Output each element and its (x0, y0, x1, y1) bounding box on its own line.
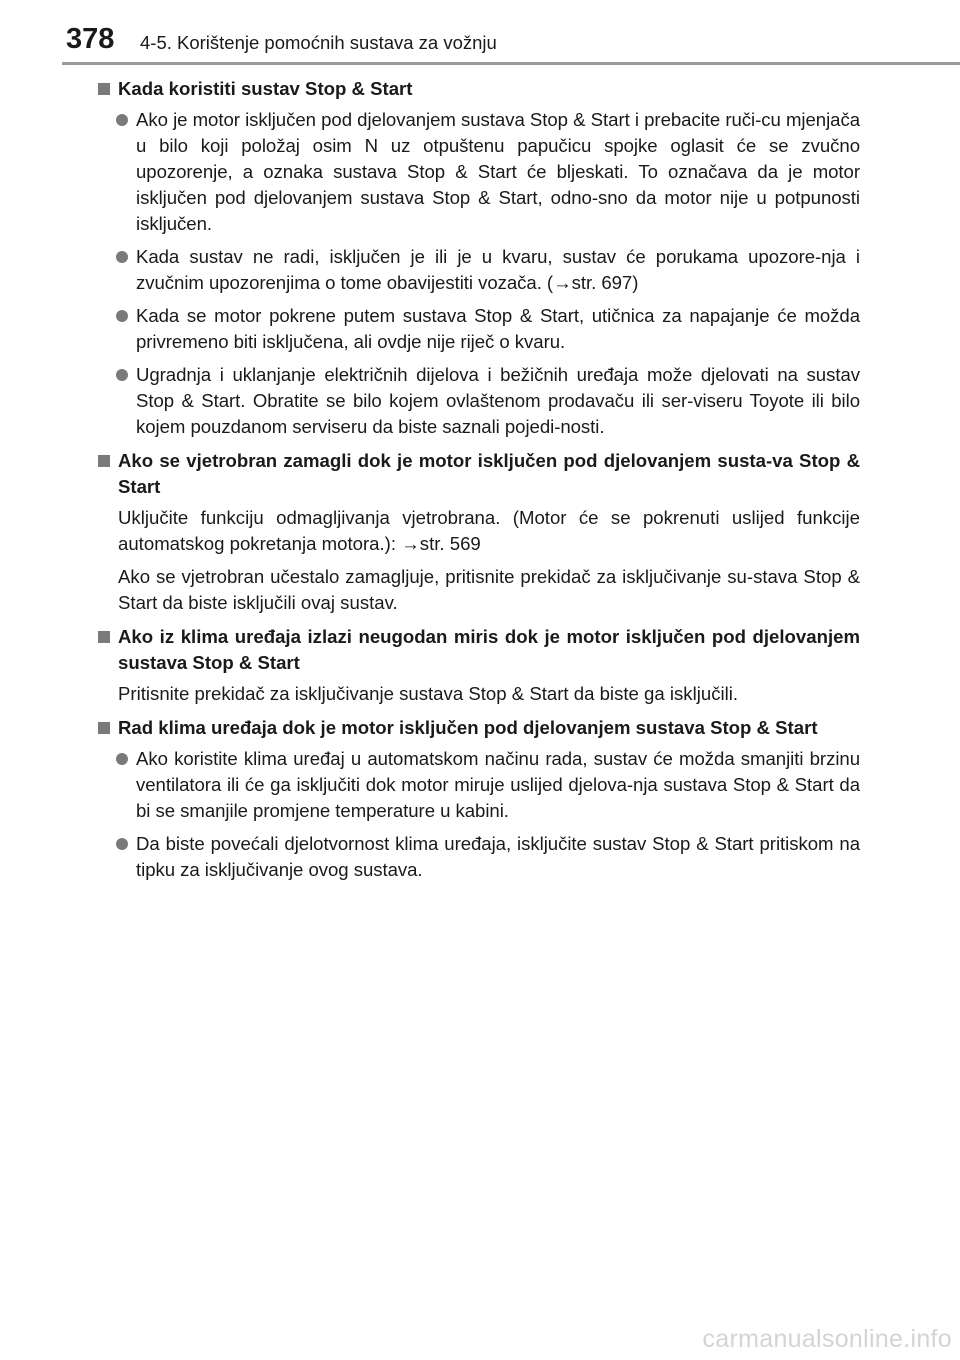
section-when-to-use (98, 76, 860, 440)
section-heading-text: Rad klima uređaja dok je motor isključen pod djelovanjem sustava Stop & Start (118, 717, 818, 738)
paragraph: Pritisnite prekidač za isključivanje sustava Stop & Start da biste ga isključili. (118, 683, 739, 704)
list-item-text: Kada sustav ne radi, isključen je ili je u kvaru, sustav će porukama upozore-nja i zvučnim upozorenjima o tome obavijestiti vozača. (→str. 697) (136, 246, 860, 293)
list-item-text: Da biste povećali djelotvornost klima uređaja, isključite sustav Stop & Start pritiskom na tipku za isključivanje ovog sustava. (136, 833, 860, 880)
square-bullet-icon (98, 631, 110, 643)
section-ac-operation (98, 715, 860, 883)
section-windshield-fog (98, 448, 860, 616)
list-item (98, 303, 860, 355)
round-bullet-icon (116, 753, 128, 765)
section-heading-text: Kada koristiti sustav Stop & Start (118, 78, 413, 99)
list-item (98, 107, 860, 237)
list-item (98, 831, 860, 883)
list-item (98, 244, 860, 296)
chapter-title: 4-5. Korištenje pomoćnih sustava za vožnju (140, 32, 497, 53)
round-bullet-icon (116, 310, 128, 322)
round-bullet-icon (116, 838, 128, 850)
square-bullet-icon (98, 455, 110, 467)
list-item-text: Kada se motor pokrene putem sustava Stop & Start, utičnica za napajanje će možda privremeno biti isključena, ali ovdje nije riječ o kvaru. (136, 305, 860, 352)
round-bullet-icon (116, 114, 128, 126)
section-heading (98, 624, 860, 676)
section-heading (98, 76, 860, 102)
round-bullet-icon (116, 251, 128, 263)
section-heading (98, 715, 860, 741)
paragraph: Uključite funkciju odmagljivanja vjetrobrana. (Motor će se pokrenuti uslijed funkcije automatskog pokretanja motora.): →str. 569 (118, 507, 860, 554)
watermark: carmanualsonline.info (702, 1325, 952, 1353)
paragraph: Ako se vjetrobran učestalo zamagljuje, pritisnite prekidač za isključivanje su-stava Stop & Start da biste isključili ovaj sustav. (118, 566, 860, 613)
list-item-text: Ako koristite klima uređaj u automatskom načinu rada, sustav će možda smanjiti brzinu ventilatora ili će ga isključiti dok motor miruje uslijed djelova-nja sustava Stop & Start da bi se smanjile promjene temperature u kabini. (136, 748, 860, 821)
page-header (0, 0, 960, 62)
section-heading (98, 448, 860, 500)
page-content (98, 76, 860, 891)
section-ac-odor (98, 624, 860, 707)
section-heading-text: Ako iz klima uređaja izlazi neugodan miris dok je motor isključen pod djelovanjem sustava Stop & Start (118, 626, 860, 673)
square-bullet-icon (98, 83, 110, 95)
list-item (98, 362, 860, 440)
list-item-text: Ugradnja i uklanjanje električnih dijelova i bežičnih uređaja može djelovati na sustav Stop & Start. Obratite se bilo kojem ovlaštenom prodavaču ili ser-viseru Toyote ili bilo kojem pouzdanom serviseru da biste saznali pojedi-nosti. (136, 364, 860, 437)
list-item-text: Ako je motor isključen pod djelovanjem sustava Stop & Start i prebacite ruči-cu mjenjača u bilo koji položaj osim N uz otpuštenu papučicu spojke oglasit će se zvučno upozorenje, a oznaka sustava Stop & Start će bljeskati. To označava da je motor isključen pod djelovanjem sustava Stop & Start, odno-sno da motor nije u potpunosti isključen. (136, 109, 860, 234)
list-item (98, 746, 860, 824)
page-number: 378 (66, 23, 115, 55)
square-bullet-icon (98, 722, 110, 734)
round-bullet-icon (116, 369, 128, 381)
section-heading-text: Ako se vjetrobran zamagli dok je motor isključen pod djelovanjem susta-va Stop & Start (118, 450, 860, 497)
header-divider (62, 62, 960, 65)
